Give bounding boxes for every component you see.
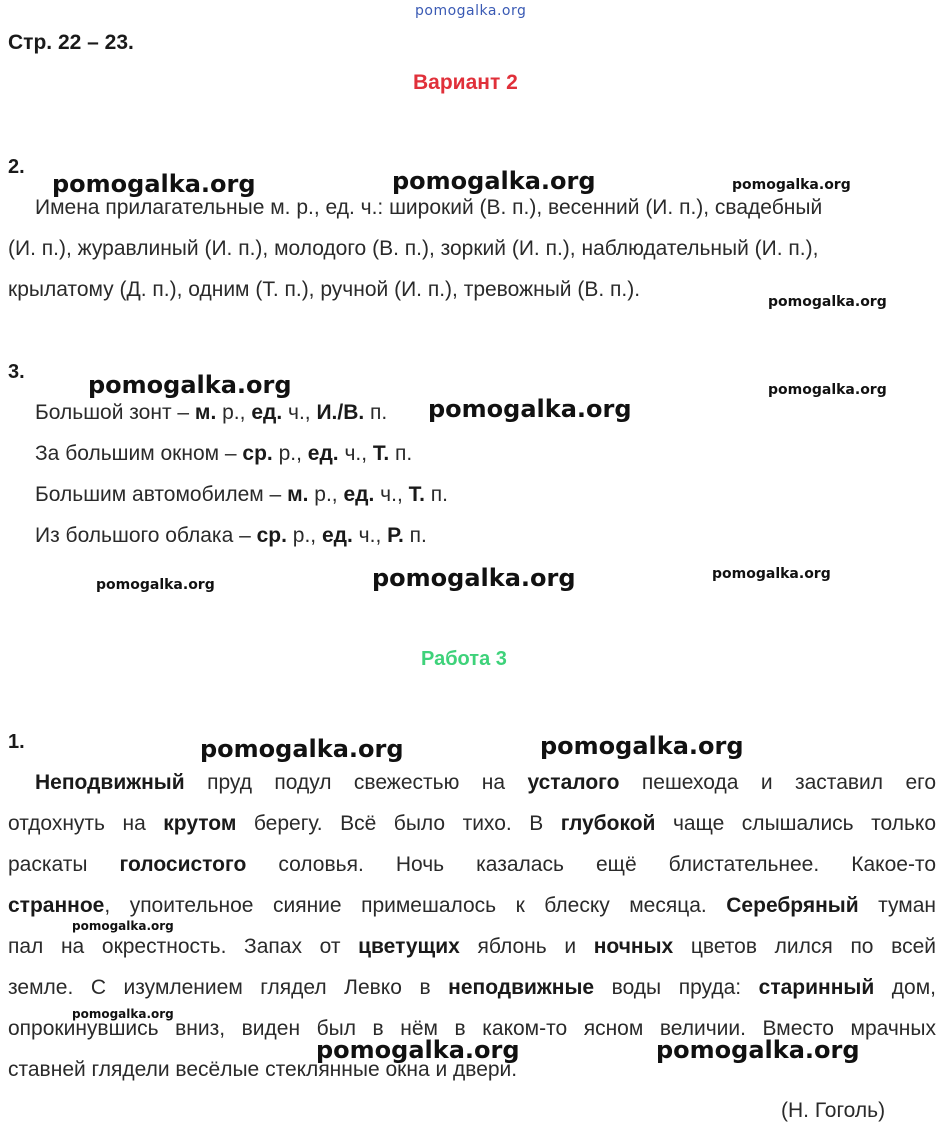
task-3-row-3: Большим автомобилем – м. р., ед. ч., Т. п. bbox=[35, 483, 448, 506]
text-line-2: отдохнуть на крутом берегу. Всё было тихо. В глубокой чаще слышались только bbox=[8, 812, 937, 835]
task-3-row-4: Из большого облака – ср. р., ед. ч., Р. п. bbox=[35, 524, 427, 547]
watermark: pomogalka.org bbox=[72, 1007, 174, 1021]
watermark: pomogalka.org bbox=[372, 564, 576, 592]
variant-title: Вариант 2 bbox=[413, 71, 518, 94]
work-3-number: 1. bbox=[8, 731, 25, 753]
text-line-3: раскаты голосистого соловья. Ночь казалась ещё блистательнее. Какое-то bbox=[8, 853, 936, 876]
watermark: pomogalka.org bbox=[88, 371, 292, 399]
watermark: pomogalka.org bbox=[316, 1036, 520, 1064]
watermark: pomogalka.org bbox=[200, 735, 404, 763]
watermark: pomogalka.org bbox=[540, 732, 744, 760]
page-reference: Стр. 22 – 23. bbox=[8, 31, 134, 54]
watermark: pomogalka.org bbox=[392, 167, 596, 195]
watermark: pomogalka.org bbox=[732, 177, 851, 193]
text-line-7: опрокинувшись вниз, виден был в нём в каком-то ясном величии. Вместо мрачных bbox=[8, 1017, 936, 1040]
text-line-6: земле. С изумлением глядел Левко в неподвижные воды пруда: старинный дом, bbox=[8, 976, 937, 999]
site-watermark-top: pomogalka.org bbox=[415, 3, 527, 19]
text-line-5: пал на окрестность. Запах от цветущих яблонь и ночных цветов лился по всей bbox=[8, 935, 936, 958]
task-2-line-1: Имена прилагательные м. р., ед. ч.: широкий (В. п.), весенний (И. п.), свадебный bbox=[35, 196, 823, 219]
task-2-number: 2. bbox=[8, 156, 25, 178]
task-3-number: 3. bbox=[8, 361, 25, 383]
task-2-line-3: крылатому (Д. п.), одним (Т. п.), ручной (И. п.), тревожный (В. п.). bbox=[8, 278, 641, 301]
watermark: pomogalka.org bbox=[96, 577, 215, 593]
work-3-title: Работа 3 bbox=[421, 648, 507, 670]
text-line-8: ставней глядели весёлые стеклянные окна и двери. bbox=[8, 1058, 518, 1081]
author-attribution: (Н. Гоголь) bbox=[781, 1099, 886, 1122]
watermark: pomogalka.org bbox=[52, 170, 256, 198]
watermark: pomogalka.org bbox=[712, 566, 831, 582]
task-3-row-1: Большой зонт – м. р., ед. ч., И./В. п. bbox=[35, 401, 388, 424]
watermark: pomogalka.org bbox=[72, 919, 174, 933]
watermark: pomogalka.org bbox=[768, 294, 887, 310]
watermark: pomogalka.org bbox=[656, 1036, 860, 1064]
watermark: pomogalka.org bbox=[768, 382, 887, 398]
watermark: pomogalka.org bbox=[428, 395, 632, 423]
text-line-1: Неподвижный пруд подул свежестью на усталого пешехода и заставил его bbox=[35, 771, 936, 794]
task-3-row-2: За большим окном – ср. р., ед. ч., Т. п. bbox=[35, 442, 413, 465]
text-line-4: странное, упоительное сияние примешалось к блеску месяца. Серебряный туман bbox=[8, 894, 936, 917]
task-2-line-2: (И. п.), журавлиный (И. п.), молодого (В. п.), зоркий (И. п.), наблюдательный (И. п.), bbox=[8, 237, 819, 260]
